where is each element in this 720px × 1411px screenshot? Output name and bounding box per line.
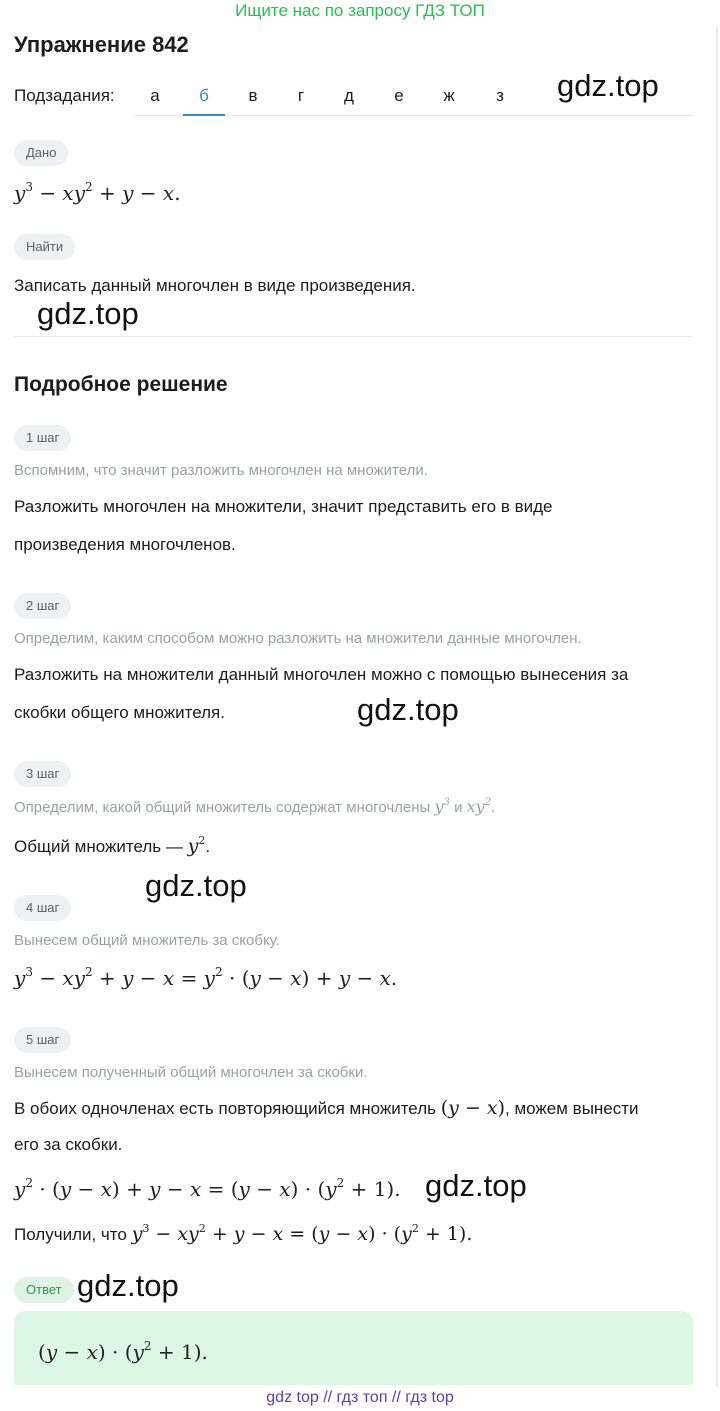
- step-hint: Вынесем полученный общий многочлен за скобки.: [14, 1064, 368, 1081]
- given-badge: Дано: [14, 140, 68, 166]
- answer-box: [14, 1311, 693, 1385]
- tab-z[interactable]: з: [496, 86, 504, 105]
- watermark: gdz.top: [37, 296, 139, 331]
- step-badge: 3 шаг: [14, 761, 71, 787]
- tab-a[interactable]: а: [150, 86, 160, 105]
- tab-zh[interactable]: ж: [443, 86, 455, 105]
- step-formula: $y^2 \cdot (y - x) + y - x = (y - x) \cdot (y^2 + 1)$.: [14, 1176, 401, 1201]
- tab-g[interactable]: г: [297, 86, 305, 105]
- given-expression: $y^3 - xy^2 + y - x$.: [14, 180, 181, 205]
- step-text: В обоих одночленах есть повторяющийся множитель (y − x), можем вынести: [14, 1097, 639, 1119]
- step-text: скобки общего множителя.: [14, 703, 225, 722]
- step-badge: 4 шаг: [14, 895, 71, 921]
- step-hint: Определим, какой общий множитель содержат многочлены $y^3$ и $xy^2$.: [14, 797, 496, 816]
- tab-v[interactable]: в: [248, 86, 258, 105]
- step-text: Разложить на множители данный многочлен можно с помощью вынесения за: [14, 665, 629, 684]
- step-badge: 2 шаг: [14, 593, 71, 619]
- tab-e[interactable]: е: [394, 86, 404, 105]
- step-hint-prefix: Определим, какой общий множитель содержат многочлены: [14, 799, 431, 816]
- step-hint-and: и: [454, 799, 463, 816]
- watermark: gdz.top: [145, 868, 247, 903]
- answer-formula: $(y - x) \cdot (y^2 + 1)$.: [38, 1339, 208, 1364]
- step-badge: 1 шаг: [14, 425, 71, 451]
- step-text: произведения многочленов.: [14, 535, 236, 554]
- section-divider: [14, 336, 692, 337]
- watermark: gdz.top: [557, 68, 659, 103]
- conclusion-prefix: Получили, что: [14, 1225, 127, 1244]
- find-badge: Найти: [14, 234, 75, 260]
- step-text-prefix: Общий множитель —: [14, 837, 183, 856]
- search-banner: Ищите нас по запросу ГДЗ ТОП: [235, 1, 485, 20]
- step-badge: 5 шаг: [14, 1027, 71, 1053]
- tab-d[interactable]: д: [344, 86, 354, 105]
- subtasks-label: Подзадания:: [14, 86, 115, 105]
- answer-badge: Ответ: [14, 1277, 74, 1303]
- step-hint: Определим, каким способом можно разложить на множители данные многочлен.: [14, 630, 582, 647]
- solution-title: Подробное решение: [14, 373, 228, 396]
- step-formula: $y^3 - xy^2 + y - x = y^2 \cdot (y - x) + y - x$.: [14, 965, 398, 990]
- watermark: gdz.top: [425, 1168, 527, 1203]
- step-text: Разложить многочлен на множители, значит представить его в виде: [14, 497, 553, 516]
- step-text: его за скобки.: [14, 1135, 123, 1154]
- watermark: gdz.top: [357, 692, 459, 727]
- step-text-prefix: В обоих одночленах есть повторяющийся множитель: [14, 1099, 436, 1118]
- page-edge-divider: [716, 26, 718, 1386]
- footer-links[interactable]: gdz top // гдз топ // гдз top: [266, 1389, 454, 1406]
- watermark: gdz.top: [77, 1268, 179, 1303]
- find-text: Записать данный многочлен в виде произведения.: [14, 276, 416, 295]
- step-text-suffix: , можем вынести: [505, 1099, 639, 1118]
- tab-b[interactable]: б: [183, 78, 225, 116]
- conclusion-text: Получили, что $y^3 - xy^2 + y - x = (y - x) \cdot (y^2 + 1)$.: [14, 1222, 473, 1245]
- step-text: Общий множитель — $y^2$.: [14, 834, 211, 857]
- step-hint: Вынесем общий множитель за скобку.: [14, 932, 280, 949]
- page-title: Упражнение 842: [14, 32, 189, 57]
- step-hint: Вспомним, что значит разложить многочлен на множители.: [14, 462, 428, 479]
